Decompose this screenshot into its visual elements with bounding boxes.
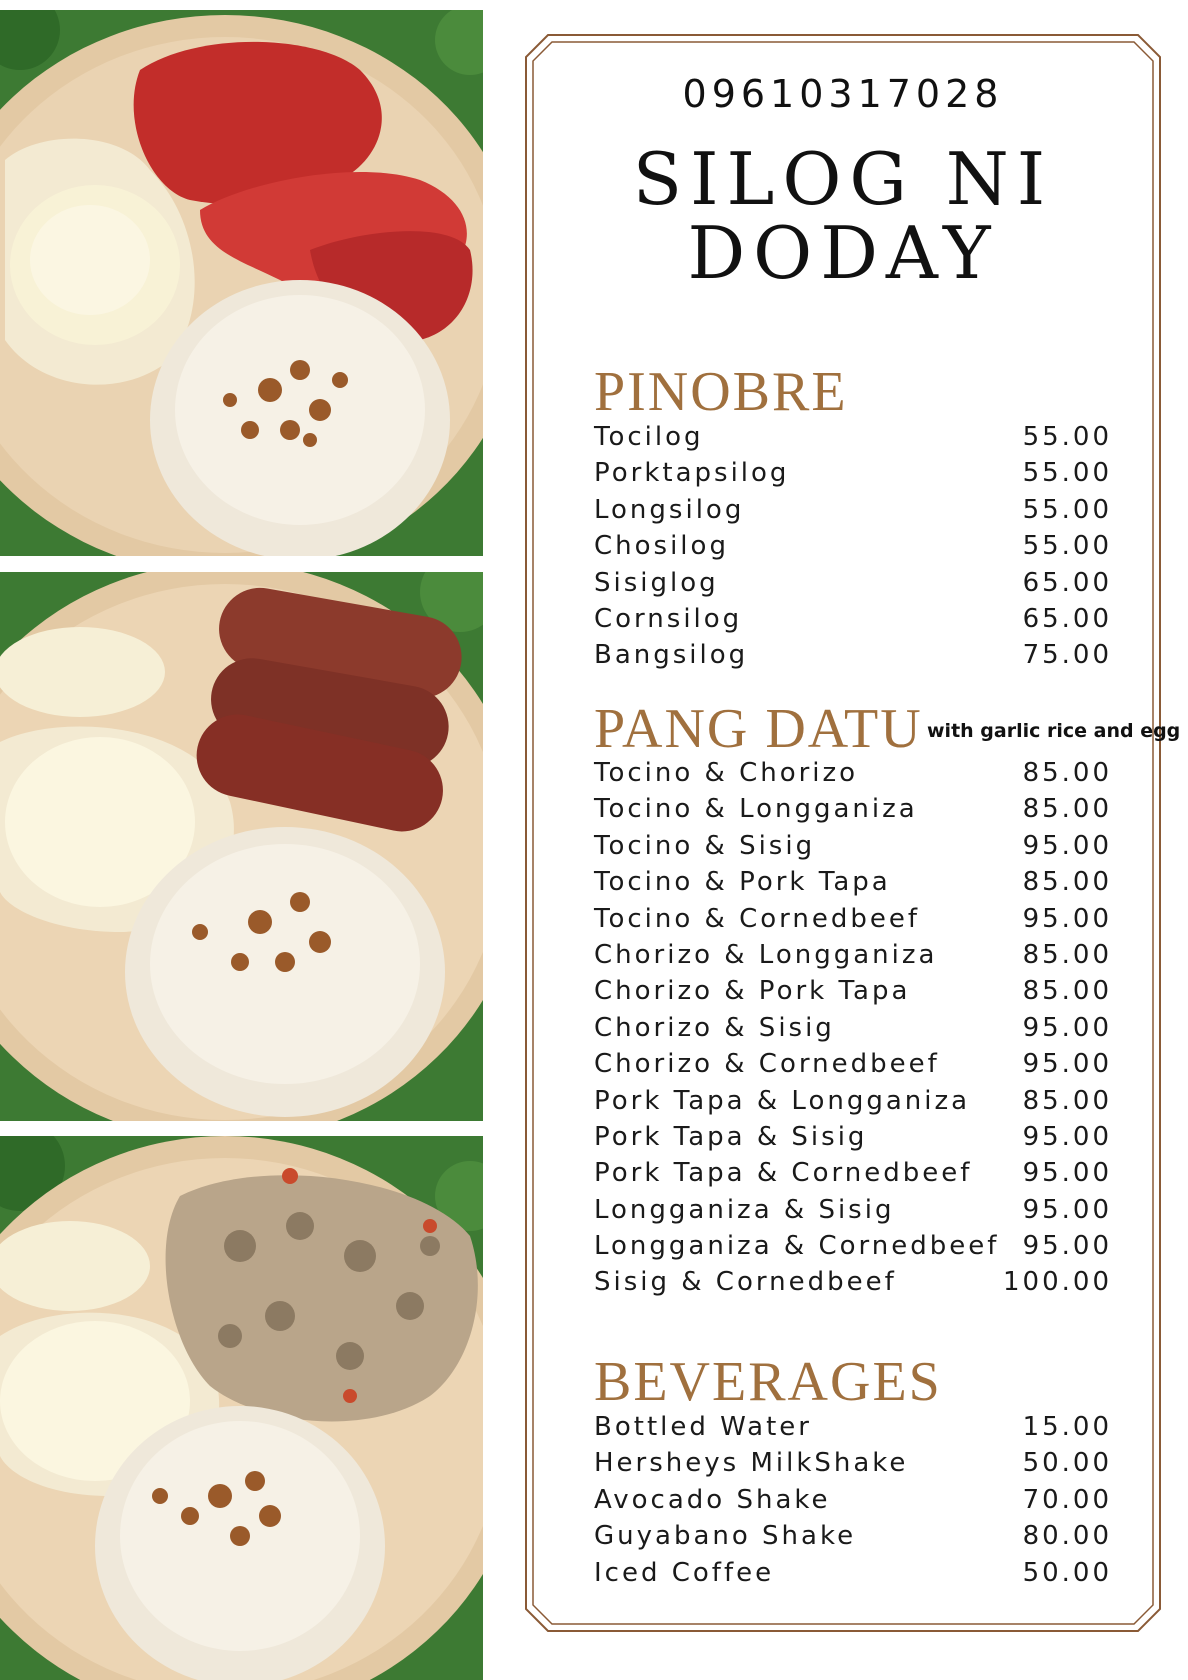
menu-item-price: 85.00 xyxy=(1022,758,1112,788)
menu-item-price: 95.00 xyxy=(1022,1194,1112,1225)
menu-item-name: Tocino & Longganiza xyxy=(594,794,918,825)
menu-item-price: 75.00 xyxy=(1022,640,1112,671)
menu-item xyxy=(594,1485,1112,1521)
menu-item-name: Longganiza & Sisig xyxy=(594,1194,895,1225)
menu-item-price: 65.00 xyxy=(1022,603,1112,634)
menu-item-name: Chorizo & Pork Tapa xyxy=(594,976,911,1007)
menu-item xyxy=(594,422,1112,458)
menu-item-price: 95.00 xyxy=(1022,903,1112,934)
menu-item xyxy=(594,1049,1112,1085)
menu-item-name: Chorizo & Cornedbeef xyxy=(594,1049,940,1080)
menu-item xyxy=(594,458,1112,494)
menu-item-name: Pork Tapa & Longganiza xyxy=(594,1085,971,1116)
menu-item-name: Hersheys MilkShake xyxy=(594,1448,909,1479)
menu-item-name: Porktapsilog xyxy=(594,458,790,489)
menu-item-name: Chorizo & Sisig xyxy=(594,1012,835,1043)
pang-datu-note: with garlic rice and egg xyxy=(927,720,1181,742)
menu-item-name: Tocino & Sisig xyxy=(594,830,816,861)
menu-item-name: Guyabano Shake xyxy=(594,1521,857,1552)
phone-number: 09610317028 xyxy=(682,72,1004,116)
menu-item xyxy=(594,1231,1112,1267)
menu-item-price: 95.00 xyxy=(1022,1158,1112,1189)
menu-item xyxy=(594,1448,1112,1484)
menu-item-price: 85.00 xyxy=(1022,976,1112,1007)
menu-item-name: Tocino & Chorizo xyxy=(594,758,859,788)
menu-item-name: Pork Tapa & Cornedbeef xyxy=(594,1158,973,1189)
menu-item-price: 95.00 xyxy=(1022,1012,1112,1043)
menu-item-price: 85.00 xyxy=(1022,867,1112,898)
menu-item xyxy=(594,1122,1112,1158)
menu-item xyxy=(594,794,1112,830)
menu-item-name: Bottled Water xyxy=(594,1412,812,1442)
section-title-pang-datu: PANG DATU xyxy=(594,698,923,760)
restaurant-title xyxy=(528,137,1158,295)
menu-item-price: 65.00 xyxy=(1022,567,1112,598)
menu-item-price: 95.00 xyxy=(1022,1049,1112,1080)
menu-item-price: 85.00 xyxy=(1022,1085,1112,1116)
menu-item-name: Tocilog xyxy=(594,422,704,452)
menu-item-name: Tocino & Cornedbeef xyxy=(594,903,921,934)
menu-item-price: 15.00 xyxy=(1022,1412,1112,1442)
title-line-2: DODAY xyxy=(687,211,999,295)
menu-item xyxy=(594,758,1112,794)
menu-item-name: Cornsilog xyxy=(594,603,743,634)
menu-item xyxy=(594,1267,1112,1303)
menu-item-price: 95.00 xyxy=(1022,1231,1112,1262)
menu-item-name: Bangsilog xyxy=(594,640,749,671)
menu-item xyxy=(594,1086,1112,1122)
menu-item-price: 50.00 xyxy=(1022,1557,1112,1588)
section-title-beverages: BEVERAGES xyxy=(594,1351,942,1413)
menu-item-price: 55.00 xyxy=(1022,458,1112,489)
menu-item-price: 85.00 xyxy=(1022,794,1112,825)
menu-item xyxy=(594,831,1112,867)
menu-item xyxy=(594,940,1112,976)
menu-item-price: 55.00 xyxy=(1022,422,1112,452)
menu-item xyxy=(594,867,1112,903)
menu-item-name: Chorizo & Longganiza xyxy=(594,939,938,970)
menu-item-price: 95.00 xyxy=(1022,1121,1112,1152)
menu-item-price: 70.00 xyxy=(1022,1484,1112,1515)
menu-item xyxy=(594,604,1112,640)
menu-item-name: Tocino & Pork Tapa xyxy=(594,867,891,898)
menu-item-price: 55.00 xyxy=(1022,531,1112,562)
menu-item-name: Longganiza & Cornedbeef xyxy=(594,1231,1000,1262)
menu-item-price: 95.00 xyxy=(1022,830,1112,861)
menu-item xyxy=(594,1013,1112,1049)
menu-item-price: 55.00 xyxy=(1022,494,1112,525)
menu-item-name: Pork Tapa & Sisig xyxy=(594,1121,868,1152)
menu-item-name: Longsilog xyxy=(594,494,745,525)
menu-item-price: 85.00 xyxy=(1022,939,1112,970)
menu-item-name: Avocado Shake xyxy=(594,1484,831,1515)
pinobre-list xyxy=(594,422,1112,677)
menu-item-price: 100.00 xyxy=(1003,1267,1112,1298)
menu-item-name: Sisig & Cornedbeef xyxy=(594,1267,897,1298)
menu-item-price: 50.00 xyxy=(1022,1448,1112,1479)
menu-item xyxy=(594,904,1112,940)
menu-item xyxy=(594,640,1112,676)
section-title-pinobre: PINOBRE xyxy=(594,361,848,423)
beverages-list xyxy=(594,1412,1112,1594)
menu-item-name: Sisiglog xyxy=(594,567,719,598)
menu-item xyxy=(594,976,1112,1012)
title-line-1: SILOG NI xyxy=(632,137,1054,221)
menu-item xyxy=(594,1558,1112,1594)
menu-item xyxy=(594,568,1112,604)
pang-datu-list xyxy=(594,758,1112,1304)
menu-item-name: Iced Coffee xyxy=(594,1557,775,1588)
menu-item xyxy=(594,1195,1112,1231)
menu-item xyxy=(594,1412,1112,1448)
menu-item xyxy=(594,531,1112,567)
menu-item xyxy=(594,1158,1112,1194)
menu-item xyxy=(594,1521,1112,1557)
menu-item-name: Chosilog xyxy=(594,531,729,562)
menu-item-price: 80.00 xyxy=(1022,1521,1112,1552)
menu-item xyxy=(594,495,1112,531)
